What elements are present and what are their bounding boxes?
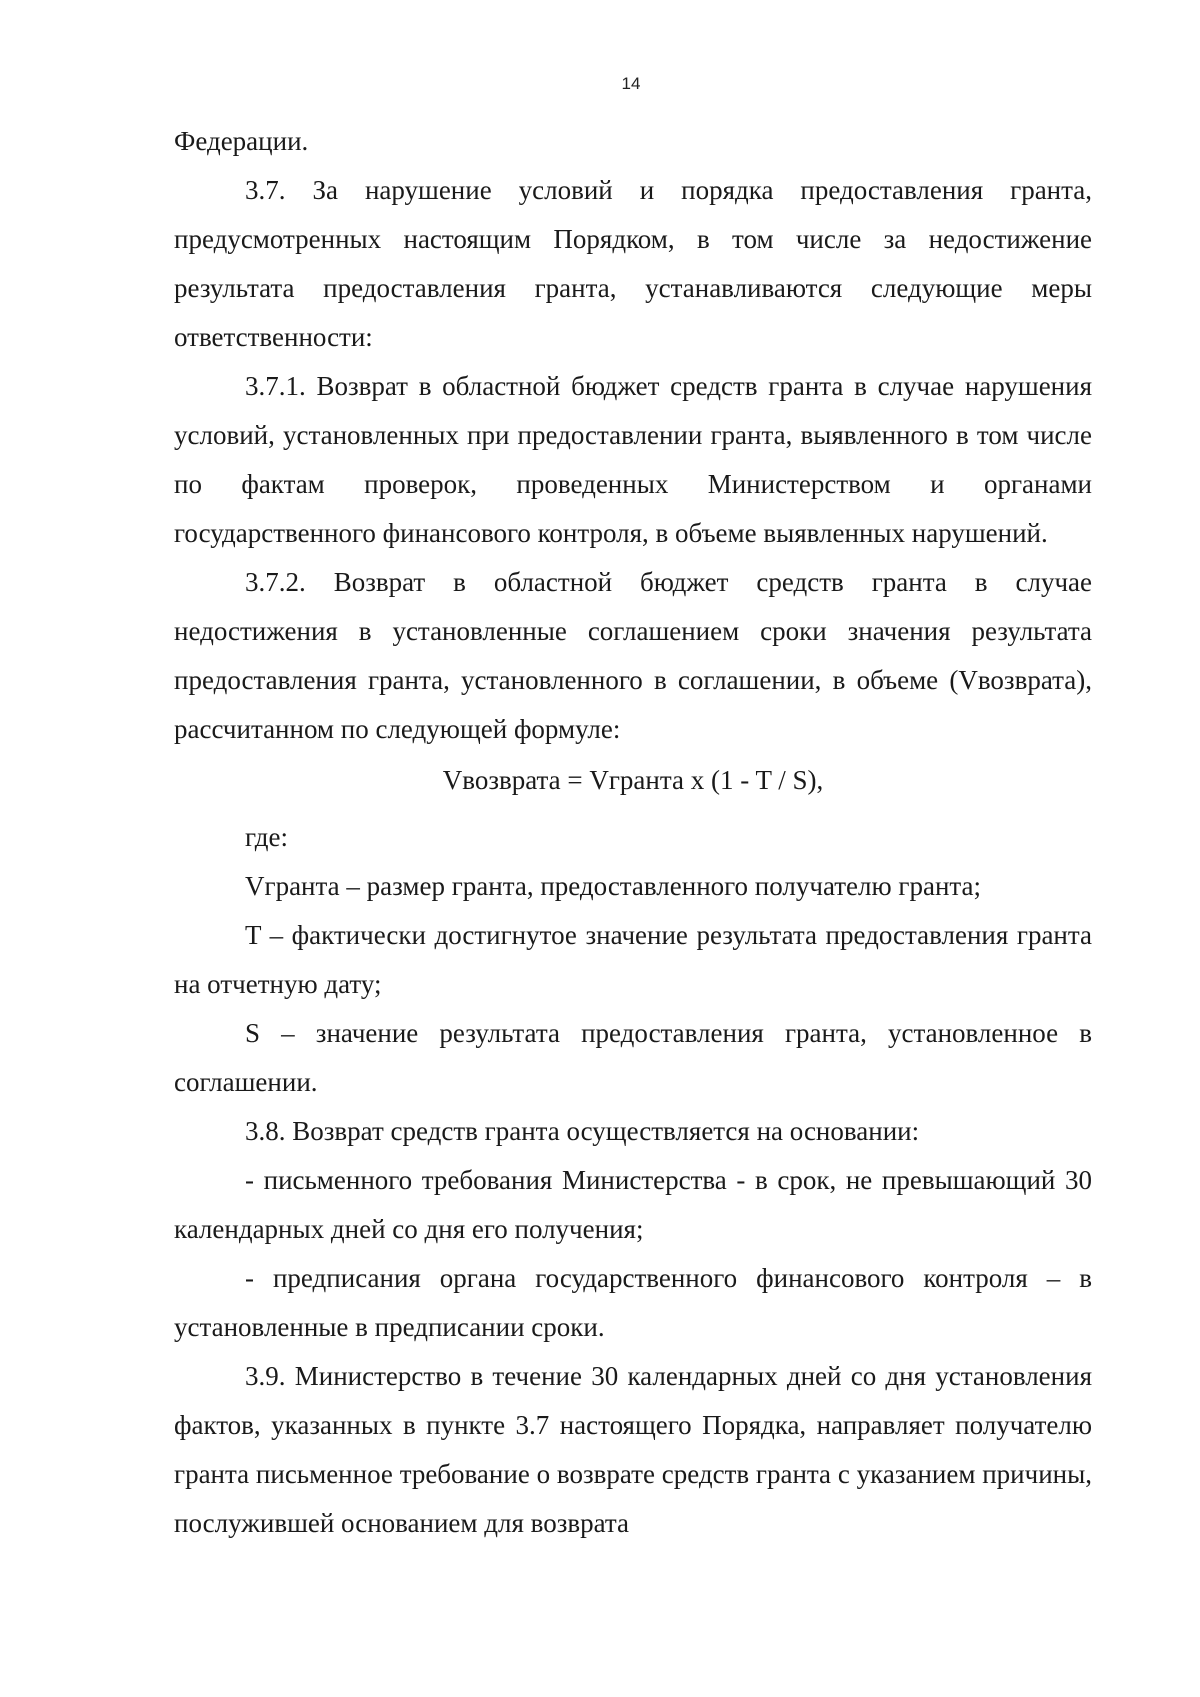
paragraph-3-8-item-b: - предписания органа государственного финансового контроля – в установленные в предписании сроки. xyxy=(174,1263,1092,1342)
definition-t: T – фактически достигнутое значение результата предоставления гранта на отчетную дату; xyxy=(174,920,1092,999)
paragraph-where: где: xyxy=(245,822,288,852)
formula: Vвозврата = Vгранта x (1 - T / S), xyxy=(442,765,824,795)
paragraph-3-7: 3.7. За нарушение условий и порядка предоставления гранта, предусмотренных настоящим Порядком, в том числе за недостижение результата предоставления гранта, устанавливаются следующие меры ответственности: xyxy=(174,175,1092,352)
paragraph-3-8-item-a: - письменного требования Министерства - в срок, не превышающий 30 календарных дней со дня его получения; xyxy=(174,1165,1092,1244)
paragraph-3-7-2: 3.7.2. Возврат в областной бюджет средств гранта в случае недостижения в установленные соглашением сроки значения результата предоставления гранта, установленного в соглашении, в объеме (Vвозврата), рассчитанном по следующей формуле: xyxy=(174,567,1092,744)
paragraph-3-7-1: 3.7.1. Возврат в областной бюджет средств гранта в случае нарушения условий, установленных при предоставлении гранта, выявленного в том числе по фактам проверок, проведенных Министерством и органами государственного финансового контроля, в объеме выявленных нарушений. xyxy=(174,371,1092,548)
paragraph-3-8: 3.8. Возврат средств гранта осуществляется на основании: xyxy=(245,1116,920,1146)
document-body xyxy=(174,117,1092,1548)
definition-v-granta: Vгранта – размер гранта, предоставленного получателю гранта; xyxy=(245,871,982,901)
page-number: 14 xyxy=(621,74,641,93)
paragraph-3-9: 3.9. Министерство в течение 30 календарных дней со дня установления фактов, указанных в пункте 3.7 настоящего Порядка, направляет получателю гранта письменное требование о возврате средств гранта с указанием причины, послужившей основанием для возврата xyxy=(174,1361,1092,1538)
paragraph-continuation: Федерации. xyxy=(174,126,309,156)
definition-s: S – значение результата предоставления гранта, установленное в соглашении. xyxy=(174,1018,1092,1097)
